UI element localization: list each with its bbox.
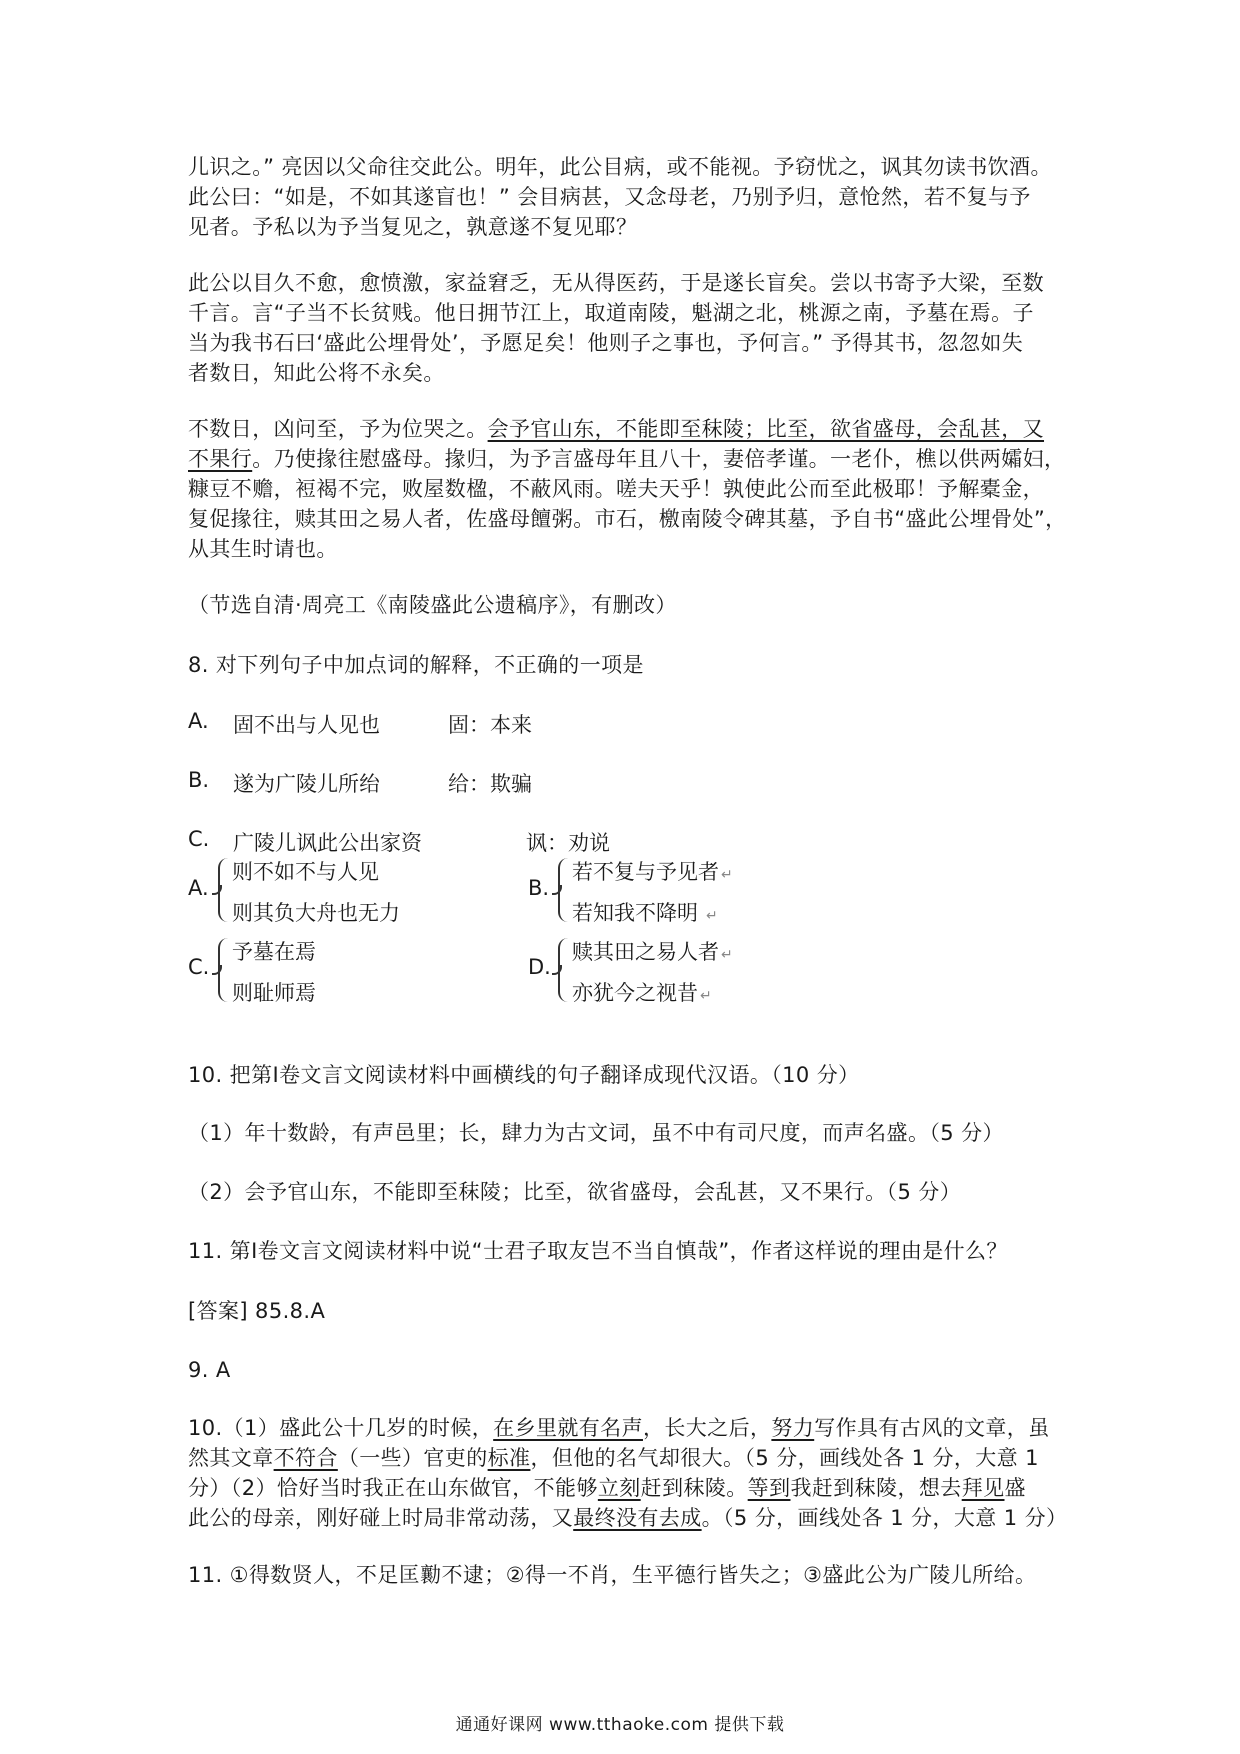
- underlined-phrase: 标准: [487, 1446, 531, 1470]
- brace-icon: [218, 938, 230, 1002]
- question-11-stem: [188, 1236, 1068, 1266]
- option-text: 亦犹今之视昔: [572, 981, 698, 1005]
- source-text: （节选自清·周亮工《南陵盛此公遗稿序》，有删改）: [188, 593, 677, 617]
- option-label: D.: [528, 955, 551, 979]
- option-gloss: 固：本来: [448, 713, 532, 737]
- source-note: [188, 590, 1068, 620]
- text-span: 盛: [1004, 1476, 1026, 1500]
- option-sentence: 遂为广陵儿所绐: [233, 772, 380, 796]
- text-span: 。（5 分，画线处各 1 分，大意 1 分）: [701, 1506, 1068, 1530]
- underlined-phrase: 在乡里就有名声: [493, 1416, 643, 1440]
- text-line: 复促掾往，赎其田之易人者，佐盛母饘粥。市石，檄南陵令碑其墓，予自书“盛此公埋骨处”，: [188, 507, 1067, 531]
- option-label: A.: [188, 876, 209, 900]
- question-10-sentence-1: [188, 1118, 1068, 1148]
- answer-9: [188, 1355, 1068, 1385]
- text-line: [188, 1443, 1068, 1473]
- underlined-phrase: 不符合: [273, 1446, 338, 1470]
- option-label: C.: [188, 955, 210, 979]
- return-mark-icon: ↵: [721, 947, 733, 963]
- text-line: 见者。予私以为予当复见之，孰意遂不复见耶？: [188, 215, 638, 239]
- text-line: 此公曰：“如是，不如其遂盲也！” 会目病甚，又念母老，乃别予归，意怆然，若不复与予: [188, 185, 1031, 209]
- option-line-top: 予墓在焉: [232, 940, 316, 964]
- return-mark-icon: ↵: [721, 867, 733, 883]
- text-line: 当为我书石曰‘盛此公埋骨处’，予愿足矣！他则子之事也，予何言。” 予得其书，忽忽如失: [188, 331, 1024, 355]
- text-span: 写作具有古风的文章，虽: [814, 1416, 1050, 1440]
- option-gloss: 讽：劝说: [526, 831, 610, 855]
- text-span: 不数日，凶问至，予为位哭之。: [188, 417, 488, 441]
- question-10-sentence-2: [188, 1177, 1068, 1207]
- option-line-top: 则不如不与人见: [232, 860, 379, 884]
- underlined-sentence: 会予官山东，不能即至秣陵；比至，欲省盛母，会乱甚，又: [487, 417, 1045, 441]
- text-line: 儿识之。” 亮因以父命往交此公。明年，此公目病，或不能视。予窃忧之，讽其勿读书饮酒。: [188, 155, 1052, 179]
- text-span: 我赶到秣陵，想去: [790, 1476, 962, 1500]
- text-span: 然其文章: [188, 1446, 274, 1470]
- option-sentence: 广陵儿讽此公出家资: [233, 831, 422, 855]
- page-footer: 通通好课网 www.tthaoke.com 提供下载: [455, 1715, 785, 1735]
- text-span: ，但他的名气却很大。（5 分，画线处各 1 分，大意 1: [530, 1446, 1039, 1470]
- text-span: （一些）官吏的: [337, 1446, 488, 1470]
- underlined-phrase: 最终没有去成: [573, 1506, 702, 1530]
- text-line: 糠豆不赡，裋褐不完，败屋数楹，不蔽风雨。嗟夫天乎！孰使此公而至此极耶！予解橐金，: [188, 477, 1044, 501]
- question-text: （1）年十数龄，有声邑里；长，肆力为古文词，虽不中有司尺度，而声名盛。（5 分）: [188, 1121, 1004, 1145]
- text-line: 千言。言“子当不长贫贱。他日拥节江上，取道南陵，魁湖之北，桃源之南，予墓在焉。子: [188, 301, 1034, 325]
- text-span: 。乃使掾往慰盛母。掾归，为予言盛母年且八十，妻倍孝谨。一老仆，樵以供两孀妇，: [252, 447, 1066, 471]
- option-label: A.: [188, 709, 209, 733]
- option-text: 赎其田之易人者: [572, 940, 719, 964]
- option-line-bottom: 则耻师焉: [232, 981, 316, 1005]
- option-label: C.: [188, 827, 210, 851]
- text-line: 从其生时请也。: [188, 537, 338, 561]
- option-text: 若不复与予见者: [572, 860, 719, 884]
- text-span: 10.（1）盛此公十几岁的时候，: [188, 1416, 494, 1440]
- option-line-bottom: [572, 977, 712, 1007]
- answer-11: [188, 1560, 1068, 1590]
- text-line: [188, 1473, 1068, 1503]
- text-line: 者数日，知此公将不永矣。: [188, 361, 445, 385]
- passage-paragraph-3: [188, 414, 1068, 564]
- option-label: B.: [188, 768, 210, 792]
- text-span: ，长大之后，: [642, 1416, 772, 1440]
- underlined-phrase: 拜见: [961, 1476, 1005, 1500]
- text-line: [188, 1503, 1068, 1533]
- underlined-phrase: 等到: [747, 1476, 791, 1500]
- option-line-bottom: [572, 897, 718, 927]
- underlined-phrase: 立刻: [597, 1476, 641, 1500]
- option-sentence: 固不出与人见也: [233, 713, 380, 737]
- text-line: [188, 1413, 1068, 1443]
- option-line-top: [572, 856, 733, 886]
- answer-text: 11. ①得数贤人，不足匡勷不逮；②得一不肖，生平德行皆失之；③盛此公为广陵儿所给。: [188, 1563, 1037, 1587]
- text-line: 此公以目久不愈，愈愤激，家益窘乏，无从得医药，于是遂长盲矣。尝以书寄予大梁，至数: [188, 271, 1044, 295]
- brace-icon: [558, 938, 570, 1002]
- underlined-phrase: 努力: [771, 1416, 815, 1440]
- text-span: 赶到秣陵。: [640, 1476, 748, 1500]
- text-span: 分）（2）恰好当时我正在山东做官，不能够: [188, 1476, 598, 1500]
- passage-paragraph-1: [188, 152, 1068, 242]
- brace-icon: [218, 858, 230, 922]
- answer-text: [答案] 85.8.A: [188, 1299, 326, 1323]
- text-line: [188, 444, 1068, 474]
- option-text: 若知我不降明: [572, 901, 698, 925]
- question-text: 10. 把第Ⅰ卷文言文阅读材料中画横线的句子翻译成现代汉语。（10 分）: [188, 1063, 860, 1087]
- option-line-bottom: 则其负大舟也无力: [232, 901, 400, 925]
- text-line: [188, 414, 1068, 444]
- question-8-stem: [188, 650, 1068, 680]
- question-text: 8. 对下列句子中加点词的解释，不正确的一项是: [188, 653, 644, 677]
- option-line-top: [572, 936, 733, 966]
- question-text: （2）会予官山东，不能即至秣陵；比至，欲省盛母，会乱甚，又不果行。（5 分）: [188, 1180, 962, 1204]
- answer-8: [188, 1296, 1068, 1326]
- answer-text: 9. A: [188, 1358, 231, 1382]
- option-label: B.: [528, 876, 550, 900]
- option-gloss: 给：欺骗: [448, 772, 532, 796]
- question-text: 11. 第Ⅰ卷文言文阅读材料中说“士君子取友岂不当自慎哉”，作者这样说的理由是什么？: [188, 1239, 1008, 1263]
- passage-paragraph-2: [188, 268, 1068, 388]
- text-span: 此公的母亲，刚好碰上时局非常动荡，又: [188, 1506, 574, 1530]
- brace-icon: [558, 858, 570, 922]
- answer-10: [188, 1413, 1068, 1533]
- underlined-sentence: 不果行: [188, 447, 253, 471]
- return-mark-icon: ↵: [706, 908, 718, 924]
- return-mark-icon: ↵: [700, 988, 712, 1004]
- question-10-stem: [188, 1060, 1068, 1090]
